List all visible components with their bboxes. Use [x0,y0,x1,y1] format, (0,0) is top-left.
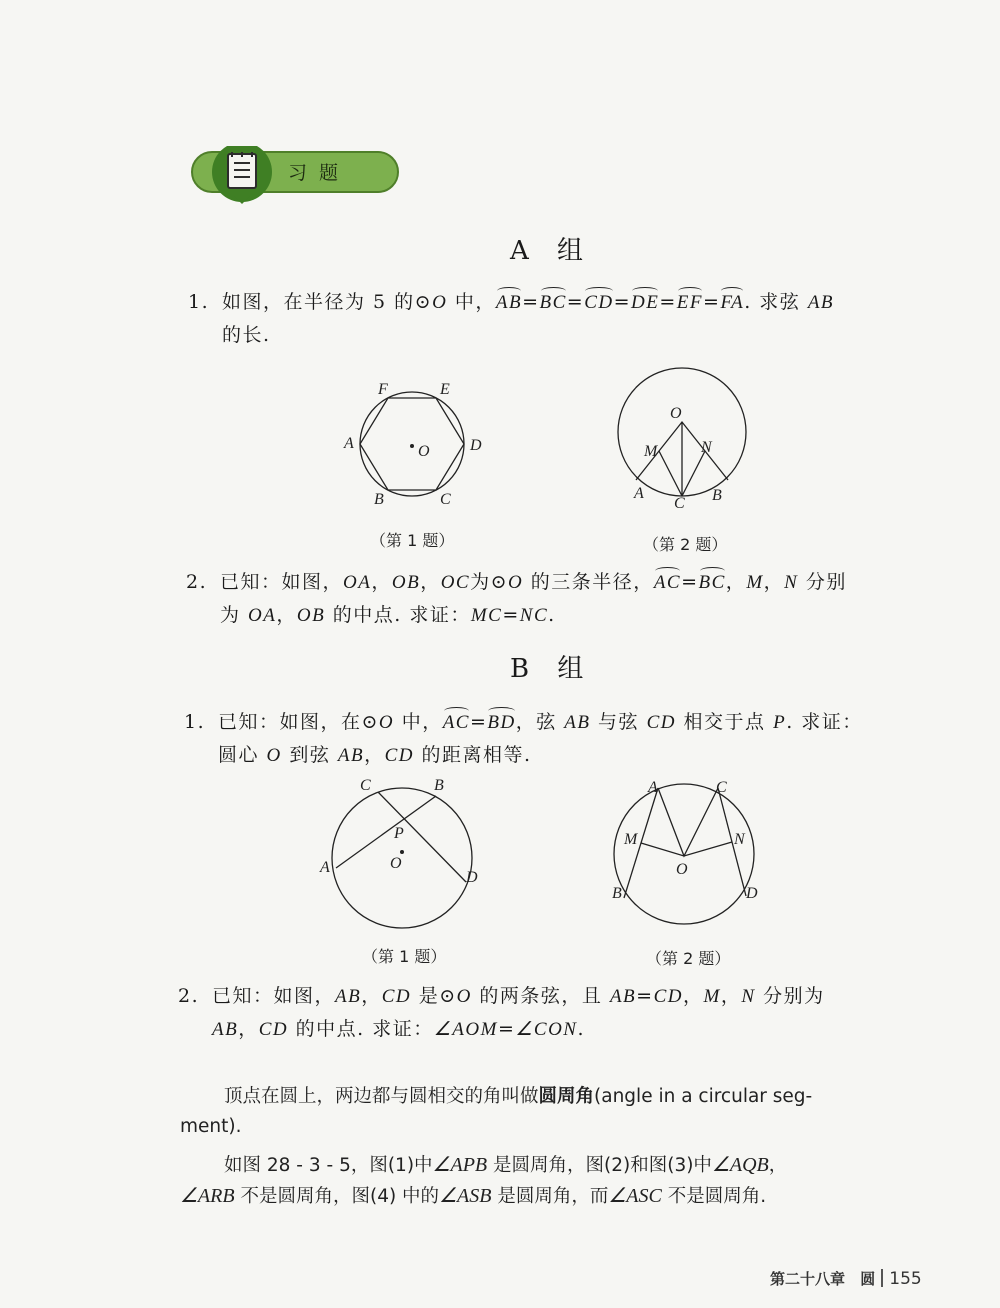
text: = [497,1018,516,1040]
arc: CD [584,287,613,319]
text: 与弦 [590,711,647,733]
label-m: M [624,831,638,848]
banner-title: 习题 [288,162,351,184]
text: 的三条半径， [523,571,654,593]
segment-nc [682,451,705,496]
math: ∠ASC [608,1185,662,1207]
text: = [469,711,488,733]
math: MC [470,605,503,626]
label-d: D [466,869,478,886]
text: 圆心 [218,744,267,766]
text: 的中点. 求证： [288,1018,434,1040]
text: . [577,1018,586,1040]
text: ， [763,571,785,593]
text: 的两条弦，且 [471,985,610,1007]
group-b-heading: B 组 [510,654,594,684]
text: 到弦 [281,744,338,766]
label-m: M [644,443,658,460]
math: CD [646,712,676,733]
caption-a1: （第 1 题） [370,531,455,550]
label-b: B [374,491,384,508]
label-d: D [470,437,482,454]
page-footer [770,1268,922,1289]
label-c: C [674,495,685,512]
text: 的中点. 求证： [325,604,471,626]
problem-b1 [184,706,918,772]
definition-paragraph [180,1082,900,1142]
text: ， [361,985,382,1007]
text: 不是圆周角，图(4) 中的 [234,1186,440,1207]
text: 为⊙ [470,571,509,593]
math: CD [384,745,415,766]
text: ， [768,1155,788,1176]
text: . [548,604,556,626]
text: 中， [447,291,496,313]
arc: BD [487,707,515,739]
figure-a1-hexagon [340,372,500,522]
arc: AC [654,567,681,599]
text: 分别 [798,571,847,593]
text: = [681,571,699,593]
label-c: C [440,491,451,508]
radii-oa-oc [658,788,718,856]
math: N [784,572,799,593]
text: 是⊙ [411,985,457,1007]
chapter-label: 第二十八章 [770,1270,846,1288]
math: O [378,712,395,733]
text: ment). [180,1116,242,1137]
label-c: C [716,779,727,796]
label-a: A [648,779,658,796]
text: = [613,291,632,313]
arc: FA [720,287,744,319]
math: ∠AQB [711,1154,769,1176]
math: CD [258,1019,289,1040]
label-o: O [676,861,688,878]
math: OB [296,605,326,626]
arc: EF [677,287,703,319]
text: = [636,985,654,1007]
text: 分别为 [755,985,825,1007]
text: 是圆周角，图(2)和图(3)中 [487,1155,712,1176]
label-n: N [734,831,745,848]
math: ∠AOM [433,1019,498,1040]
math: AB [609,986,637,1007]
text: 的长. [222,324,271,346]
term-inscribed-angle: 圆周角 [538,1086,595,1107]
text: 是圆周角，而 [491,1186,609,1207]
arc: BC [540,287,567,319]
math: NC [519,605,549,626]
math: OC [440,572,471,593]
math: O [508,572,524,593]
text: 如图，在半径为 5 的⊙ [222,291,433,313]
text: ， [371,571,392,593]
text: 不是圆周角. [661,1186,767,1207]
math: P [773,712,787,733]
problem-number: 1. [184,711,206,733]
center-dot [410,444,414,448]
text: 已知：如图， [220,571,344,593]
caption-b1: （第 1 题） [362,947,447,966]
label-d: D [746,885,758,902]
label-o: O [390,855,402,872]
math: AB [337,745,365,766]
math: OA [248,605,277,626]
arc: AB [496,287,522,319]
text: ， [683,985,704,1007]
arc: DE [631,287,659,319]
circle [614,784,754,924]
problem-a2 [186,566,910,632]
text: = [502,604,520,626]
label-o: O [670,405,682,422]
arc: BC [699,567,726,599]
text: ， [238,1018,259,1040]
math: ∠ARB [180,1185,235,1207]
math: N [741,986,756,1007]
example-paragraph [180,1150,900,1212]
text: = [659,291,677,313]
math: ∠CON [515,1019,578,1040]
text: 的距离相等. [414,744,532,766]
math: ∠ASB [439,1185,492,1207]
label-a: A [634,485,644,502]
caption-a2: （第 2 题） [643,535,728,554]
text: ， [725,571,747,593]
circle [332,788,472,928]
text: = [522,291,540,313]
math: AB [335,986,362,1007]
label-n: N [701,439,712,456]
math: M [703,986,721,1007]
label-o: O [418,443,430,460]
segments-om-on [641,842,732,856]
problem-number: 2. [178,985,200,1007]
math: CD [653,986,683,1007]
text: 相交于点 [676,711,774,733]
arc: AC [443,707,470,739]
text: = [566,291,585,313]
group-a-heading: A 组 [510,236,594,266]
text: ， [420,571,441,593]
notepad-icon [228,152,256,188]
label-a: A [344,435,354,452]
topic-label: 圆 [860,1270,876,1288]
problem-number: 2. [186,571,208,593]
text: 已知：如图， [212,985,336,1007]
math: AB [212,1019,239,1040]
math: O [266,745,282,766]
problem-a1 [188,286,912,351]
math: O [432,292,448,313]
text: (angle in a circular seg- [594,1086,813,1107]
text: 为 [220,604,249,626]
text: ，弦 [515,711,565,733]
math: M [746,572,764,593]
text: . 求证： [786,711,863,733]
math: AB [564,712,591,733]
figure-b1 [316,772,496,942]
divider [881,1269,883,1287]
label-a: A [320,859,330,876]
text: ， [720,985,742,1007]
label-p: P [394,825,404,842]
text: 如图 28 - 3 - 5，图(1)中 [224,1155,433,1176]
text: 已知：如图，在⊙ [218,711,379,733]
label-f: F [378,381,388,398]
text: = [703,291,721,313]
label-c: C [360,777,371,794]
text: ， [276,604,297,626]
text: 顶点在圆上，两边都与圆相交的角叫做 [224,1086,539,1107]
math: ∠APB [432,1154,488,1176]
math: AB [807,292,835,313]
chord-ab [336,796,436,868]
figure-b2 [604,772,774,942]
label-e: E [440,381,450,398]
text: . 求弦 [744,291,808,313]
exercise-banner [190,146,400,198]
label-b: B [712,487,722,504]
math: OB [391,572,421,593]
label-b: B [612,885,622,902]
text: 中， [394,711,443,733]
problem-b2 [178,980,912,1046]
math: OA [343,572,372,593]
label-b: B [434,777,444,794]
center-dot [400,850,404,854]
figure-a2 [610,356,760,526]
caption-b2: （第 2 题） [646,949,731,968]
page-number: 155 [889,1269,922,1289]
problem-number: 1. [188,291,210,313]
math: O [456,986,472,1007]
text: ， [364,744,385,766]
segment-mc [659,451,682,496]
math: CD [381,986,412,1007]
